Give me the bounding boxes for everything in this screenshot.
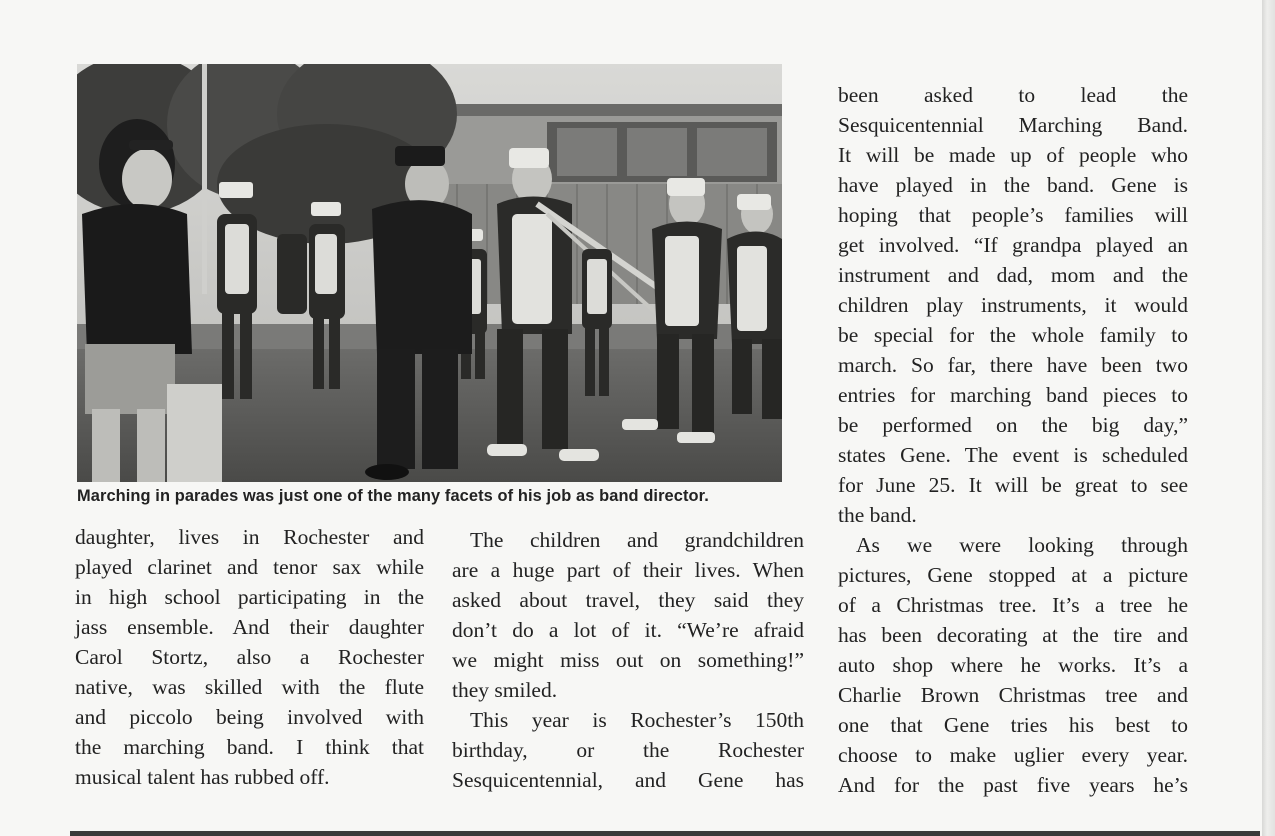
- text-line: march. So far, there have been two: [838, 353, 1188, 377]
- text-line: This year is Rochester’s 150th: [470, 708, 804, 732]
- text-line: for June 25. It will be great to see: [838, 473, 1188, 497]
- text-line: played clarinet and tenor sax while: [75, 555, 424, 579]
- text-line: instrument and dad, mom and the: [838, 263, 1188, 287]
- text-line: be performed on the big day,”: [838, 413, 1188, 437]
- text-line: And for the past five years he’s: [838, 773, 1188, 797]
- text-line: pictures, Gene stopped at a picture: [838, 563, 1188, 587]
- column-left: [75, 522, 424, 792]
- text-line: As we were looking through: [856, 533, 1188, 557]
- page-binding-edge: [1262, 0, 1275, 836]
- text-line: native, was skilled with the flute: [75, 675, 424, 699]
- text-line: one that Gene tries his best to: [838, 713, 1188, 737]
- text-line: don’t do a lot of it. “We’re afraid: [452, 618, 804, 642]
- text-line: Charlie Brown Christmas tree and: [838, 683, 1188, 707]
- text-line: and piccolo being involved with: [75, 705, 424, 729]
- text-line: It will be made up of people who: [838, 143, 1188, 167]
- text-line: get involved. “If grandpa played an: [838, 233, 1188, 257]
- text-line: states Gene. The event is scheduled: [838, 443, 1188, 467]
- text-line: we might miss out on something!”: [452, 648, 804, 672]
- text-line: daughter, lives in Rochester and: [75, 525, 424, 549]
- text-line: in high school participating in the: [75, 585, 424, 609]
- photo-caption: Marching in parades was just one of the many facets of his job as band director.: [77, 487, 709, 505]
- text-line: has been decorating at the tire and: [838, 623, 1188, 647]
- marching-band-photo: [77, 64, 782, 482]
- text-line: of a Christmas tree. It’s a tree he: [838, 593, 1188, 617]
- text-line: The children and grandchildren: [470, 528, 804, 552]
- text-line: auto shop where he works. It’s a: [838, 653, 1188, 677]
- text-line: be special for the whole family to: [838, 323, 1188, 347]
- text-line: entries for marching band pieces to: [838, 383, 1188, 407]
- column-right: [838, 80, 1188, 800]
- text-line: asked about travel, they said they: [452, 588, 804, 612]
- photo-illustration: [77, 64, 782, 482]
- page-bottom-rule: [70, 831, 1260, 836]
- text-line: hoping that people’s families will: [838, 203, 1188, 227]
- text-line: choose to make uglier every year.: [838, 743, 1188, 767]
- text-line: have played in the band. Gene is: [838, 173, 1188, 197]
- column-middle: [452, 525, 804, 795]
- text-line: the band.: [838, 503, 917, 527]
- text-line: the marching band. I think that: [75, 735, 424, 759]
- text-line: Sesquicentennial, and Gene has: [452, 768, 804, 792]
- text-line: children play instruments, it would: [838, 293, 1188, 317]
- text-line: Sesquicentennial Marching Band.: [838, 113, 1188, 137]
- text-line: are a huge part of their lives. When: [452, 558, 804, 582]
- text-line: been asked to lead the: [838, 83, 1188, 107]
- text-line: they smiled.: [452, 678, 558, 702]
- text-line: musical talent has rubbed off.: [75, 765, 330, 789]
- text-line: birthday, or the Rochester: [452, 738, 804, 762]
- text-line: jass ensemble. And their daughter: [75, 615, 424, 639]
- text-line: Carol Stortz, also a Rochester: [75, 645, 424, 669]
